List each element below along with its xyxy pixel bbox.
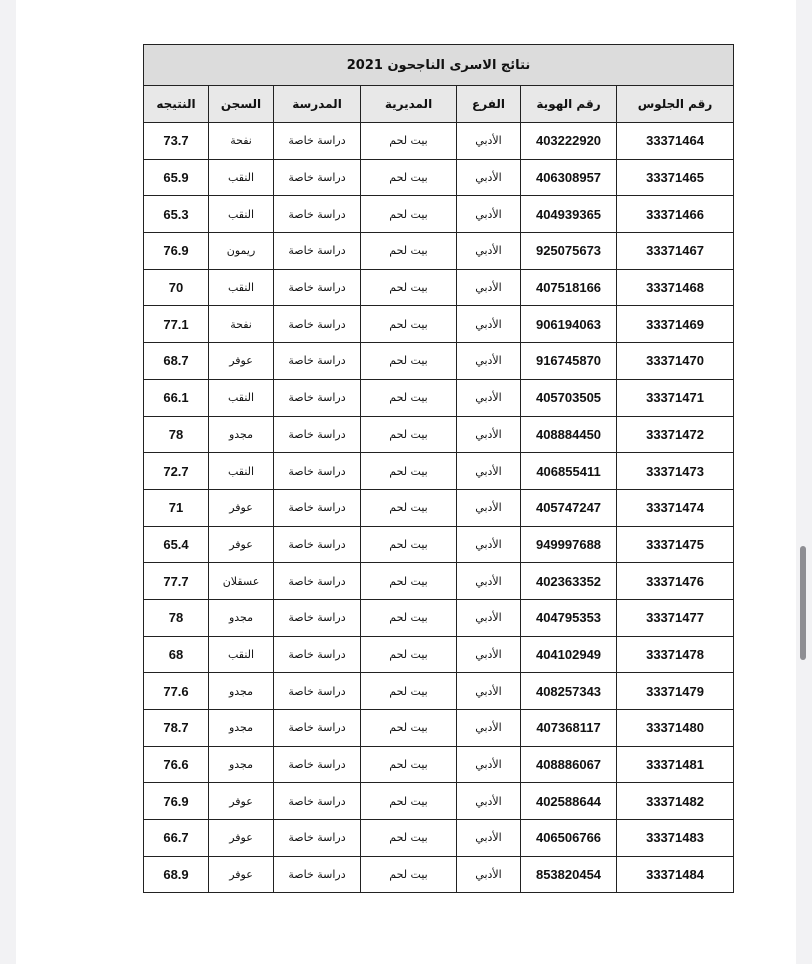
title-row (144, 45, 734, 86)
cell-prison: نفحة (209, 306, 274, 343)
cell-seat-number: 33371479 (617, 673, 734, 710)
cell-school: دراسة خاصة (274, 233, 361, 270)
cell-directorate: بيت لحم (361, 343, 457, 380)
results-table (143, 44, 734, 893)
cell-school: دراسة خاصة (274, 379, 361, 416)
table-row (144, 710, 734, 747)
cell-seat-number: 33371483 (617, 820, 734, 857)
cell-directorate: بيت لحم (361, 269, 457, 306)
cell-directorate: بيت لحم (361, 599, 457, 636)
table-row (144, 783, 734, 820)
table-row (144, 563, 734, 600)
cell-directorate: بيت لحم (361, 563, 457, 600)
cell-seat-number: 33371465 (617, 159, 734, 196)
cell-prison: عسقلان (209, 563, 274, 600)
cell-prison: النقب (209, 636, 274, 673)
cell-school: دراسة خاصة (274, 343, 361, 380)
cell-directorate: بيت لحم (361, 710, 457, 747)
cell-directorate: بيت لحم (361, 123, 457, 160)
cell-seat-number: 33371477 (617, 599, 734, 636)
cell-id-number: 408257343 (521, 673, 617, 710)
cell-seat-number: 33371476 (617, 563, 734, 600)
cell-result: 65.3 (144, 196, 209, 233)
cell-id-number: 406855411 (521, 453, 617, 490)
cell-result: 68.9 (144, 856, 209, 893)
table-row (144, 636, 734, 673)
cell-branch: الأدبي (457, 673, 521, 710)
cell-result: 77.6 (144, 673, 209, 710)
cell-prison: عوفر (209, 343, 274, 380)
cell-id-number: 407518166 (521, 269, 617, 306)
cell-school: دراسة خاصة (274, 856, 361, 893)
cell-school: دراسة خاصة (274, 636, 361, 673)
cell-prison: النقب (209, 269, 274, 306)
vertical-scrollbar[interactable] (800, 546, 806, 660)
cell-directorate: بيت لحم (361, 379, 457, 416)
table-row (144, 269, 734, 306)
cell-prison: عوفر (209, 856, 274, 893)
cell-id-number: 408884450 (521, 416, 617, 453)
cell-seat-number: 33371467 (617, 233, 734, 270)
table-row (144, 673, 734, 710)
cell-seat-number: 33371471 (617, 379, 734, 416)
header-seat-number: رقم الجلوس (617, 86, 734, 123)
cell-branch: الأدبي (457, 746, 521, 783)
cell-result: 77.7 (144, 563, 209, 600)
cell-directorate: بيت لحم (361, 783, 457, 820)
cell-seat-number: 33371468 (617, 269, 734, 306)
cell-school: دراسة خاصة (274, 489, 361, 526)
cell-result: 66.1 (144, 379, 209, 416)
cell-result: 71 (144, 489, 209, 526)
cell-branch: الأدبي (457, 599, 521, 636)
cell-branch: الأدبي (457, 123, 521, 160)
cell-branch: الأدبي (457, 856, 521, 893)
cell-directorate: بيت لحم (361, 489, 457, 526)
cell-school: دراسة خاصة (274, 196, 361, 233)
table-row (144, 746, 734, 783)
cell-directorate: بيت لحم (361, 453, 457, 490)
cell-result: 65.9 (144, 159, 209, 196)
cell-school: دراسة خاصة (274, 563, 361, 600)
header-id-number: رقم الهوية (521, 86, 617, 123)
cell-result: 73.7 (144, 123, 209, 160)
cell-id-number: 402588644 (521, 783, 617, 820)
cell-directorate: بيت لحم (361, 856, 457, 893)
table-row (144, 820, 734, 857)
cell-id-number: 405747247 (521, 489, 617, 526)
cell-school: دراسة خاصة (274, 416, 361, 453)
cell-result: 76.6 (144, 746, 209, 783)
table-row (144, 306, 734, 343)
cell-seat-number: 33371482 (617, 783, 734, 820)
cell-prison: عوفر (209, 526, 274, 563)
cell-id-number: 949997688 (521, 526, 617, 563)
cell-result: 76.9 (144, 233, 209, 270)
cell-directorate: بيت لحم (361, 416, 457, 453)
cell-result: 68 (144, 636, 209, 673)
cell-seat-number: 33371478 (617, 636, 734, 673)
cell-id-number: 408886067 (521, 746, 617, 783)
cell-result: 72.7 (144, 453, 209, 490)
cell-school: دراسة خاصة (274, 159, 361, 196)
table-row (144, 159, 734, 196)
cell-result: 77.1 (144, 306, 209, 343)
cell-result: 76.9 (144, 783, 209, 820)
cell-school: دراسة خاصة (274, 710, 361, 747)
cell-id-number: 404939365 (521, 196, 617, 233)
table-body (144, 123, 734, 893)
cell-seat-number: 33371464 (617, 123, 734, 160)
cell-result: 78 (144, 416, 209, 453)
cell-id-number: 853820454 (521, 856, 617, 893)
cell-branch: الأدبي (457, 269, 521, 306)
cell-school: دراسة خاصة (274, 746, 361, 783)
table-row (144, 379, 734, 416)
cell-prison: عوفر (209, 820, 274, 857)
table-row (144, 123, 734, 160)
cell-branch: الأدبي (457, 159, 521, 196)
table-title: نتائج الاسرى الناجحون 2021 (144, 45, 734, 86)
cell-school: دراسة خاصة (274, 306, 361, 343)
cell-prison: مجدو (209, 710, 274, 747)
header-result: النتيجه (144, 86, 209, 123)
cell-prison: مجدو (209, 673, 274, 710)
table-row (144, 599, 734, 636)
cell-school: دراسة خاصة (274, 673, 361, 710)
cell-id-number: 405703505 (521, 379, 617, 416)
header-row (144, 86, 734, 123)
cell-seat-number: 33371475 (617, 526, 734, 563)
cell-id-number: 906194063 (521, 306, 617, 343)
cell-school: دراسة خاصة (274, 599, 361, 636)
cell-prison: عوفر (209, 489, 274, 526)
cell-branch: الأدبي (457, 563, 521, 600)
cell-branch: الأدبي (457, 233, 521, 270)
table-row (144, 526, 734, 563)
cell-branch: الأدبي (457, 820, 521, 857)
cell-branch: الأدبي (457, 453, 521, 490)
cell-id-number: 406506766 (521, 820, 617, 857)
cell-school: دراسة خاصة (274, 783, 361, 820)
cell-branch: الأدبي (457, 710, 521, 747)
cell-prison: مجدو (209, 599, 274, 636)
header-prison: السجن (209, 86, 274, 123)
cell-school: دراسة خاصة (274, 526, 361, 563)
table-row (144, 416, 734, 453)
cell-branch: الأدبي (457, 416, 521, 453)
cell-branch: الأدبي (457, 526, 521, 563)
cell-directorate: بيت لحم (361, 196, 457, 233)
cell-result: 66.7 (144, 820, 209, 857)
cell-seat-number: 33371466 (617, 196, 734, 233)
cell-id-number: 404795353 (521, 599, 617, 636)
cell-seat-number: 33371481 (617, 746, 734, 783)
cell-branch: الأدبي (457, 489, 521, 526)
header-school: المدرسة (274, 86, 361, 123)
table-row (144, 453, 734, 490)
table-row (144, 343, 734, 380)
cell-directorate: بيت لحم (361, 306, 457, 343)
table-row (144, 489, 734, 526)
cell-branch: الأدبي (457, 306, 521, 343)
cell-result: 70 (144, 269, 209, 306)
cell-school: دراسة خاصة (274, 453, 361, 490)
cell-seat-number: 33371473 (617, 453, 734, 490)
cell-directorate: بيت لحم (361, 159, 457, 196)
cell-prison: نفحة (209, 123, 274, 160)
cell-prison: مجدو (209, 746, 274, 783)
cell-branch: الأدبي (457, 196, 521, 233)
cell-seat-number: 33371472 (617, 416, 734, 453)
cell-prison: النقب (209, 453, 274, 490)
cell-id-number: 406308957 (521, 159, 617, 196)
cell-directorate: بيت لحم (361, 673, 457, 710)
cell-seat-number: 33371469 (617, 306, 734, 343)
cell-prison: النقب (209, 196, 274, 233)
cell-seat-number: 33371470 (617, 343, 734, 380)
table-row (144, 196, 734, 233)
cell-branch: الأدبي (457, 636, 521, 673)
header-branch: الفرع (457, 86, 521, 123)
cell-directorate: بيت لحم (361, 233, 457, 270)
cell-directorate: بيت لحم (361, 526, 457, 563)
cell-seat-number: 33371480 (617, 710, 734, 747)
cell-prison: النقب (209, 379, 274, 416)
cell-id-number: 925075673 (521, 233, 617, 270)
cell-branch: الأدبي (457, 379, 521, 416)
cell-branch: الأدبي (457, 343, 521, 380)
cell-id-number: 403222920 (521, 123, 617, 160)
cell-prison: مجدو (209, 416, 274, 453)
table-row (144, 856, 734, 893)
cell-seat-number: 33371484 (617, 856, 734, 893)
cell-school: دراسة خاصة (274, 123, 361, 160)
cell-directorate: بيت لحم (361, 636, 457, 673)
cell-directorate: بيت لحم (361, 746, 457, 783)
cell-seat-number: 33371474 (617, 489, 734, 526)
cell-id-number: 402363352 (521, 563, 617, 600)
cell-directorate: بيت لحم (361, 820, 457, 857)
cell-id-number: 407368117 (521, 710, 617, 747)
cell-id-number: 404102949 (521, 636, 617, 673)
cell-result: 68.7 (144, 343, 209, 380)
cell-school: دراسة خاصة (274, 269, 361, 306)
cell-prison: النقب (209, 159, 274, 196)
cell-prison: عوفر (209, 783, 274, 820)
table-row (144, 233, 734, 270)
cell-prison: ريمون (209, 233, 274, 270)
cell-school: دراسة خاصة (274, 820, 361, 857)
header-directorate: المديرية (361, 86, 457, 123)
cell-branch: الأدبي (457, 783, 521, 820)
cell-result: 65.4 (144, 526, 209, 563)
cell-result: 78 (144, 599, 209, 636)
cell-result: 78.7 (144, 710, 209, 747)
cell-id-number: 916745870 (521, 343, 617, 380)
